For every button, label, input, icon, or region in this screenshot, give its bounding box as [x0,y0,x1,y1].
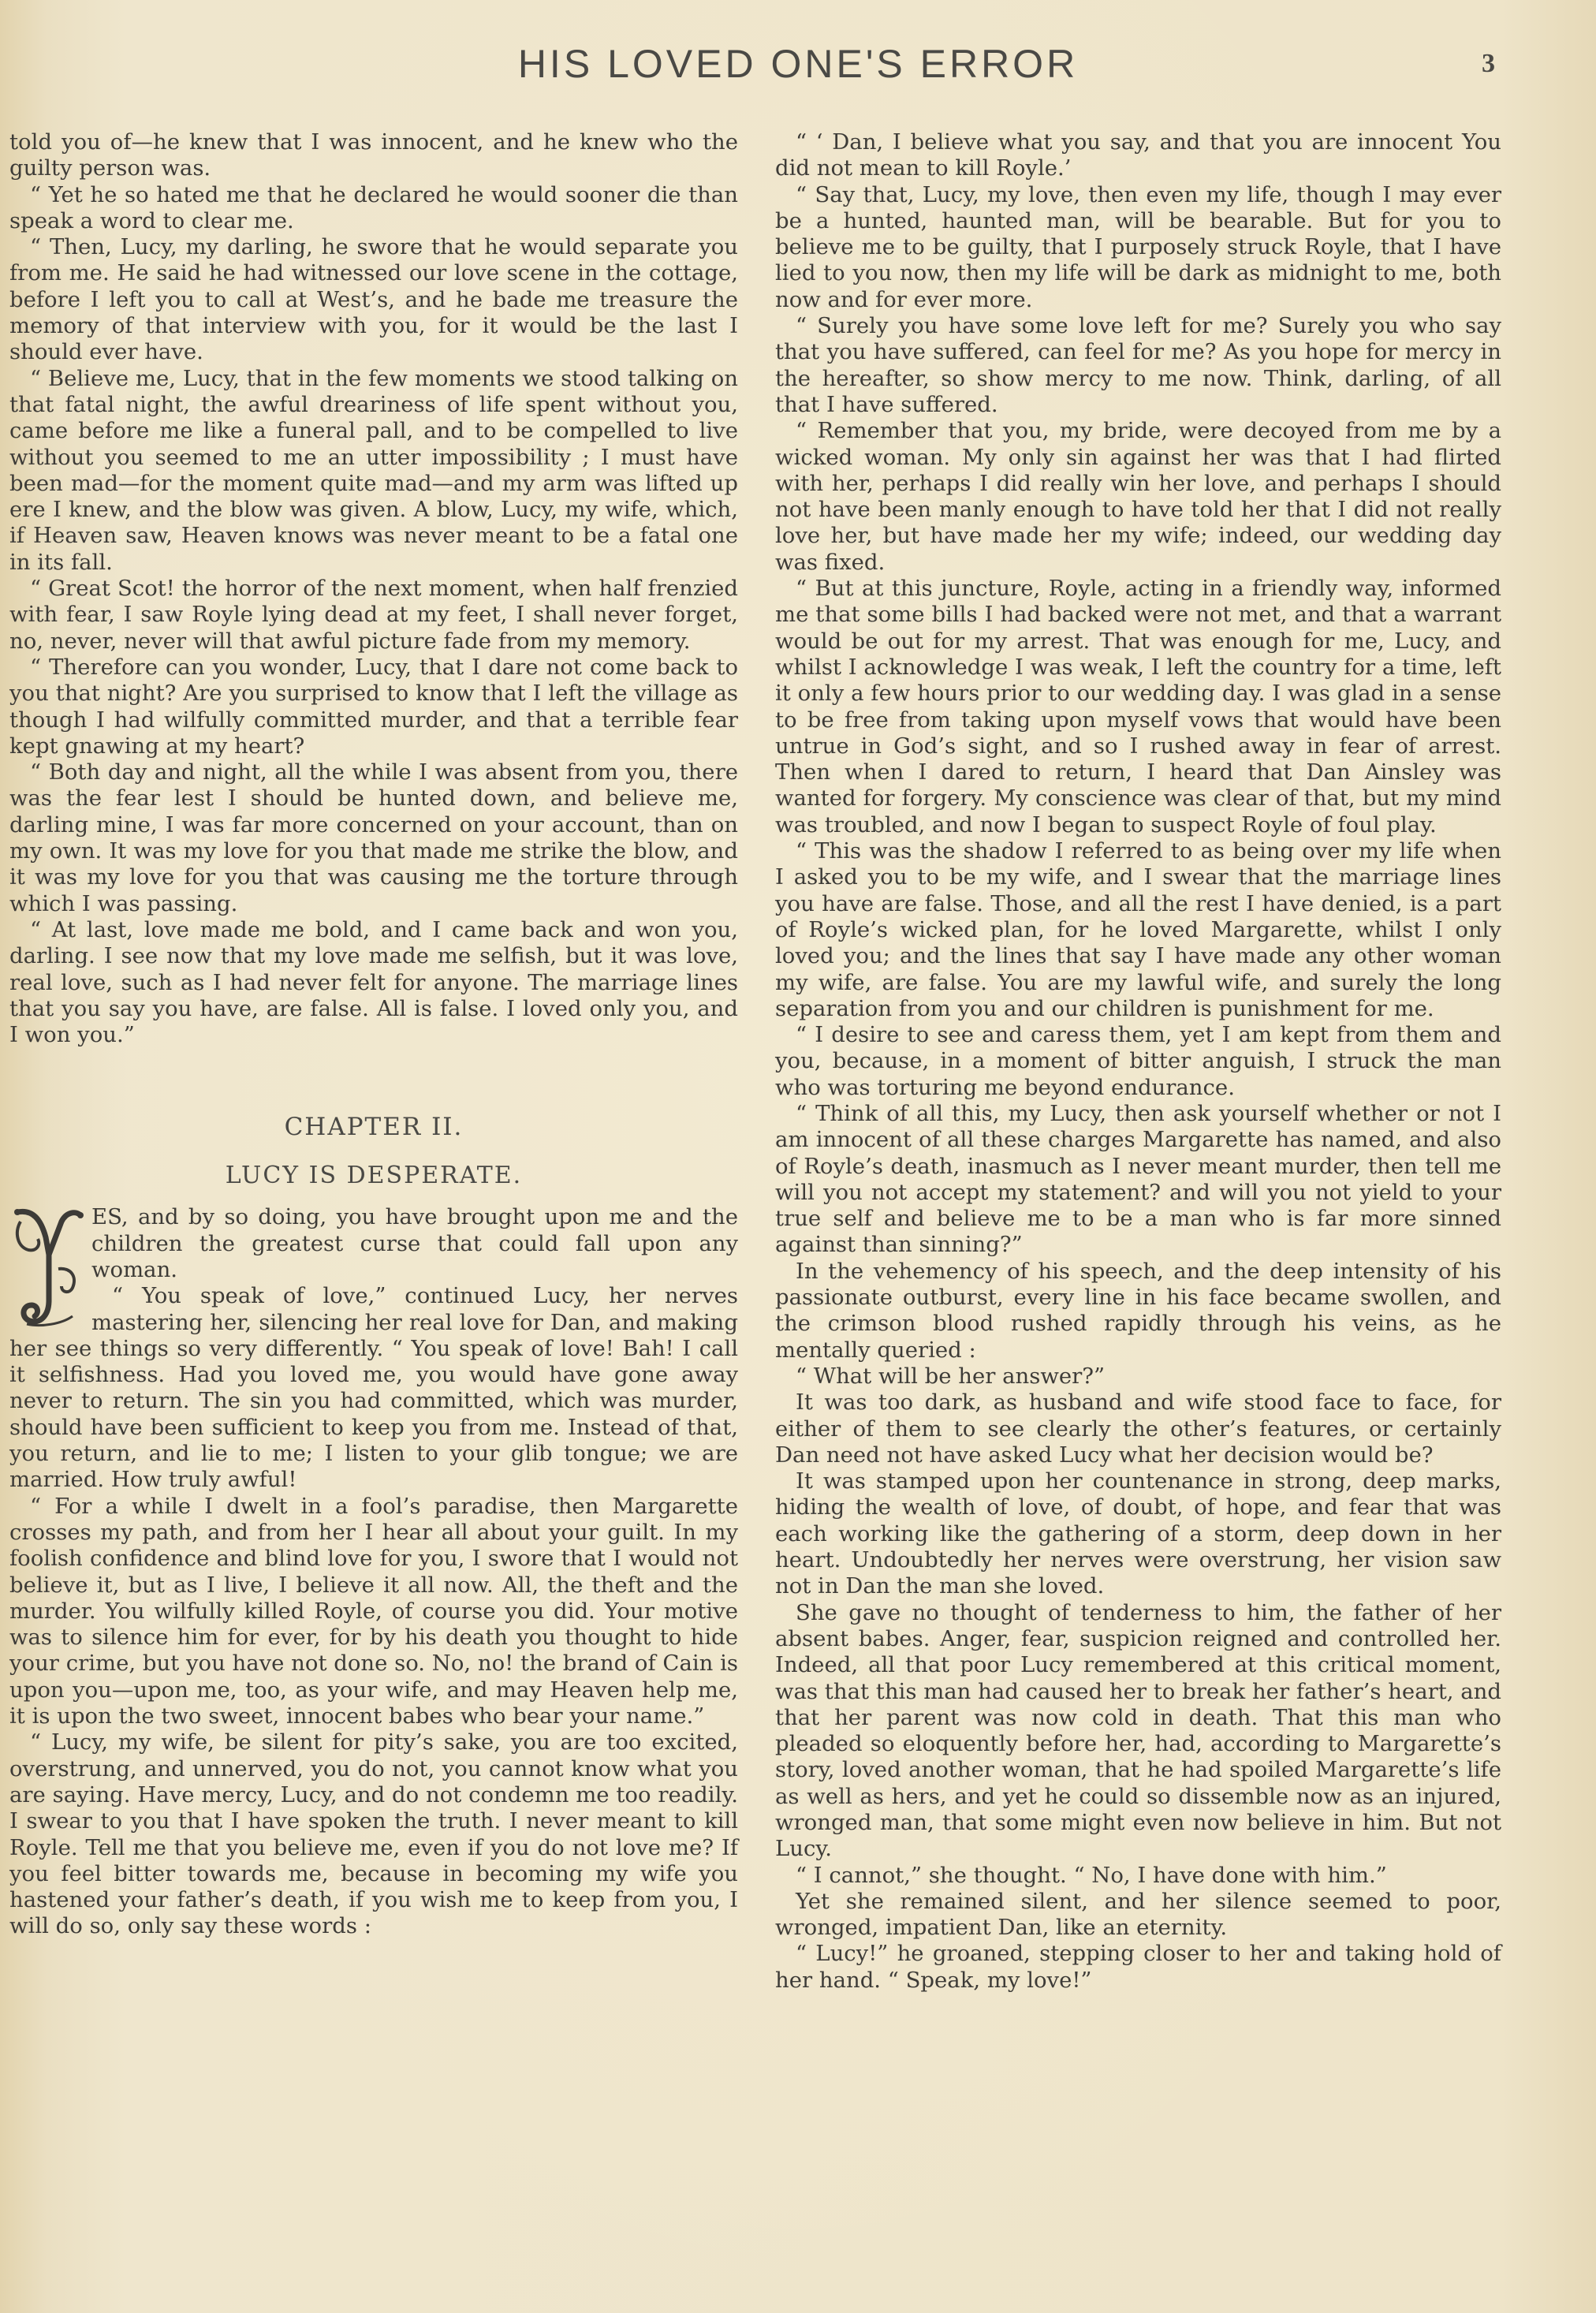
paragraph: “ I desire to see and caress them, yet I am kept from them and you, because, in a moment of bitter anguish, I struck the man who was torturing me beyond endurance. [775,1022,1501,1100]
paragraph: “ Surely you have some love left for me? Surely you who say that you have suffered, can feel for me? As you hope for mercy in the hereafter, so show mercy to me now. Think, darling, of all that I have suffered. [775,313,1501,417]
paragraph: It was too dark, as husband and wife stood face to face, for either of them to see clearly the other’s features, or certainly Dan need not have asked Lucy what her decision would be? [775,1390,1501,1468]
paragraph: “ You speak of love,” continued Lucy, her nerves mastering her, silencing her real love for Dan, and making her see things so very differently. “ You speak of love! Bah! I call it selfishness. Had you loved me, you would have gone away never to return. The sin you had committed, which was murder, should have been sufficient to keep you from me. Instead of that, you return, and lie to me; I listen to your glib tongue; we are married. How truly awful! [9,1283,738,1493]
paragraph: “ But at this juncture, Royle, acting in a friendly way, informed me that some bills I had backed were not met, and that a warrant would be out for my arrest. That was enough for me, Lucy, and whilst I acknowledge I was weak, I left the country for a time, left it only a few hours prior to our wedding day. I was glad in a sense to be free from taking upon myself vows that would have been untrue in God’s sight, and so I rushed away in fear of arrest. Then when I dared to return, I heard that Dan Ainsley was wanted for forgery. My conscience was clear of that, but my mind was troubled, and now I began to suspect Royle of foul play. [775,576,1501,838]
chapter-opening-paragraph [9,1204,738,1283]
chapter-heading [9,1113,738,1190]
running-head [0,41,1596,96]
right-column [775,129,1501,1994]
paragraph: Yet she remained silent, and her silence seemed to poor, wronged, impatient Dan, like an eternity. [775,1888,1501,1941]
paragraph: “ Lucy!” he groaned, stepping closer to her and taking hold of her hand. “ Speak, my love!” [775,1941,1501,1993]
left-column [9,129,738,1940]
page-header-title: HIS LOVED ONE'S ERROR [517,42,1079,86]
chapter-title: LUCY IS DESPERATE. [225,1162,523,1190]
paragraph: “ Say that, Lucy, my love, then even my life, though I may ever be a hunted, haunted man, will be bearable. But for you to believe me to be guilty, that I purposely struck Royle, that I have lied to you now, then my life will be dark as midnight to me, both now and for ever more. [775,181,1501,312]
paragraph: told you of—he knew that I was innocent, and he knew who the guilty person was. [9,129,738,181]
paragraph: In the vehemency of his speech, and the deep intensity of his passionate outburst, every line in his face became swollen, and the crimson blood rushed rapidly through his veins, as he mentally queried : [775,1258,1501,1363]
paragraph: “ Think of all this, my Lucy, then ask yourself whether or not I am innocent of all these charges Margarette has named, and also of Royle’s death, inasmuch as I never meant murder, then tell me will you not accept my statement? and will you not yield to your true self and believe me to be a man who is far more sinned against than sinning?” [775,1100,1501,1258]
paragraph: “ Remember that you, my bride, were decoyed from me by a wicked woman. My only sin against her was that I had flirted with her, perhaps I did really win her love, and perhaps I should not have been manly enough to have told her that I did not really love her, but have made her my wife; indeed, our wedding day was fixed. [775,418,1501,575]
paragraph: “ At last, love made me bold, and I came back and won you, darling. I see now that my love made me selfish, but it was love, real love, such as I had never felt for anyone. The marriage lines that you say you have, are false. All is false. I loved only you, and I won you.” [9,916,738,1048]
paragraph: “ Believe me, Lucy, that in the few moments we stood talking on that fatal night, the awful dreariness of life spent without you, came before me like a funeral pall, and to be compelled to live without you seemed to me an utter impossibility ; I must have been mad—for the moment quite mad—and my arm was lifted up ere I knew, and the blow was given. A blow, Lucy, my wife, which, if Heaven saw, Heaven knows was never meant to be a fatal one in its fall. [9,365,738,575]
paragraph: “ This was the shadow I referred to as being over my life when I asked you to be my wife, and I swear that the marriage lines you have are false. Those, and all the rest I have denied, is a part of Royle’s wicked plan, for he loved Margarette, whilst I only loved you; and the lines that say I have made any other woman my wife, are false. You are my lawful wife, and surely the long separation from you and our children is punishment for me. [775,838,1501,1021]
paragraph: “ Great Scot! the horror of the next moment, when half frenzied with fear, I saw Royle lying dead at my feet, I shall never forget, no, never, never will that awful picture fade from my memory. [9,576,738,654]
drop-cap-y-icon [9,1206,85,1328]
paragraph: “ ‘ Dan, I believe what you say, and that you are innocent You did not mean to kill Royle.’ [775,129,1501,181]
paragraph: “ Therefore can you wonder, Lucy, that I dare not come back to you that night? Are you surprised to know that I left the village as though I had wilfully committed murder, and that a terrible fear kept gnawing at my heart? [9,654,738,759]
paragraph: “ For a while I dwelt in a fool’s paradise, then Margarette crosses my path, and from her I hear all about your guilt. In my foolish confidence and blind love for you, I swore that I would not believe it, but as I live, I believe it all now. All, the theft and the murder. You wilfully killed Royle, of course you did. Your motive was to silence him for ever, for by his death you thought to hide your crime, but you have not done so. No, no! the brand of Cain is upon you—upon me, too, as your wife, and may Heaven help me, it is upon the two sweet, innocent babes who bear your name.” [9,1493,739,1729]
paragraph: “ What will be her answer?” [796,1363,1106,1389]
paragraph: “ Lucy, my wife, be silent for pity’s sake, you are too excited, overstrung, and unnerved, you do not, you cannot know what you are saying. Have mercy, Lucy, and do not condemn me too readily. I swear to you that I have spoken the truth. I never meant to kill Royle. Tell me that you believe me, even if you do not love me? If you feel bitter towards me, because in becoming my wife you hastened your father’s death, if you wish me to keep from you, I will do so, only say these words : [9,1729,738,1939]
paragraph: “ Yet he so hated me that he declared he would sooner die than speak a word to clear me. [9,181,738,233]
page-number: 3 [1482,49,1495,78]
paragraph: “ Both day and night, all the while I was absent from you, there was the fear lest I should be hunted down, and believe me, darling mine, I was far more concerned on your account, than on my own. It was my love for you that made me strike the blow, and it was my love for you that was causing me the torture through which I was passing. [9,759,738,916]
paragraph: It was stamped upon her countenance in strong, deep marks, hiding the wealth of love, of doubt, of hope, and fear that was each working like the gathering of a storm, deep down in her heart. Undoubtedly her nerves were overstrung, her vision saw not in Dan the man she loved. [775,1468,1501,1599]
paragraph: “ I cannot,” she thought. “ No, I have done with him.” [796,1862,1387,1888]
chapter-number: CHAPTER II. [284,1113,464,1142]
chapter-opening-text: ES, and by so doing, you have brought upon me and the children the greatest curse that could fall upon any woman. [91,1204,738,1282]
paragraph: “ Then, Lucy, my darling, he swore that he would separate you from me. He said he had witnessed our love scene in the cottage, before I left you to call at West’s, and he bade me treasure the memory of that interview with you, for it would be the last I should ever have. [9,234,738,365]
paragraph: She gave no thought of tenderness to him, the father of her absent babes. Anger, fear, suspicion reigned and controlled her. Indeed, all that poor Lucy remembered at this critical moment, was that this man had caused her to break her father’s heart, and that her parent was now cold in death. That this man who pleaded so eloquently before her, had, according to Margarette’s story, loved another woman, that he had spoiled Margarette’s life as well as hers, and yet he could so dissemble now as an injured, wronged man, that some might even now believe in him. But not Lucy. [775,1599,1501,1862]
